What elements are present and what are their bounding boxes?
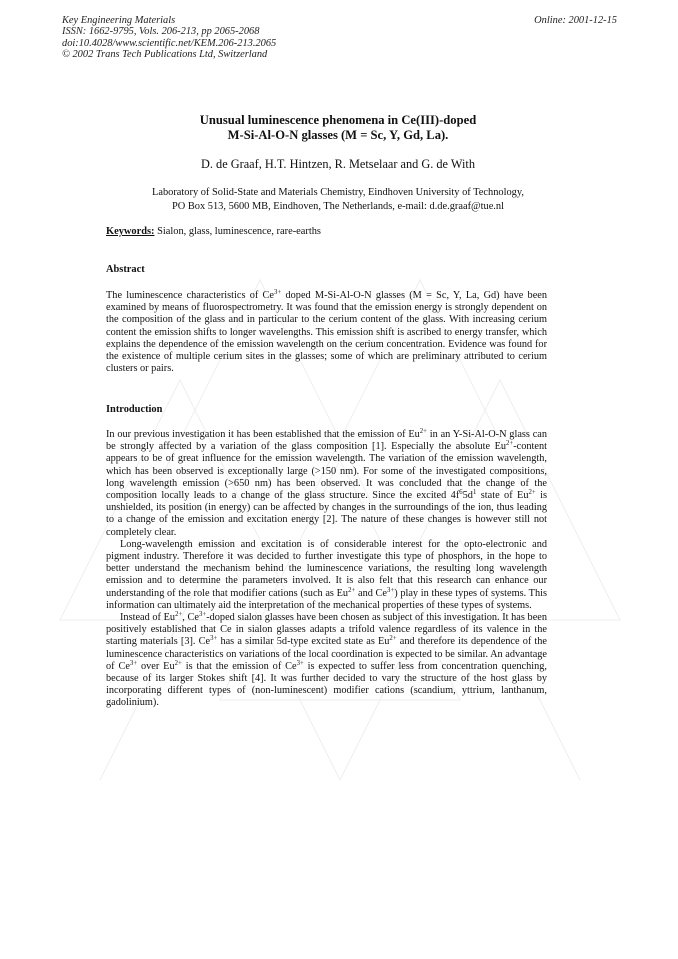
keywords-label: Keywords: [106, 226, 155, 237]
superscript: 2+ [389, 635, 397, 643]
title-line-1: Unusual luminescence phenomena in Ce(III)-doped [199, 113, 477, 127]
text-run: , Ce [182, 612, 199, 624]
text-run: in an Y-Si-Al-O-N glass can be strongly affected by a variation of the glass composition [1]. Especially the absolute Eu [106, 429, 547, 453]
journal-name: Key Engineering Materials [62, 15, 176, 26]
keywords-text: Sialon, glass, luminescence, rare-earths [154, 226, 321, 237]
text-run: Instead of Eu [120, 612, 176, 624]
superscript: 1 [472, 489, 477, 497]
abstract-paragraph [106, 290, 547, 375]
superscript: 3+ [210, 635, 218, 643]
superscript: 2+ [506, 440, 514, 448]
paper-title [120, 113, 556, 143]
superscript: 2+ [348, 586, 356, 594]
author-list: D. de Graaf, H.T. Hintzen, R. Metselaar and G. de With [201, 157, 475, 171]
text-run: is unshielded, its position (in energy) can be affected by changes in the surroundings of the ion, thus leading to a change of the emission and excitation energy [2]. The nature of these changes is however still not completely clear. [106, 490, 547, 538]
text-run: Long-wavelength emission and excitation is of considerable interest for the opto-electronic and pigment industry. Therefore it was decided to further investigate this type of phosphors, in the hope to better understand the mechanism behind the luminescence variations, the resulting long wavelength emission and to determine the parameters involved. It is also felt that this research can enhance our understanding of the role that modifier cations (such as Eu [106, 538, 547, 599]
superscript: 2+ [528, 489, 536, 497]
intro-paragraph-3 [106, 612, 547, 710]
copyright-line: © 2002 Trans Tech Publications Ltd, Switzerland [62, 49, 268, 61]
superscript: 3+ [387, 586, 395, 594]
text-run: and Ce [355, 587, 387, 599]
text-run: has a similar 5d-type excited state as Eu [217, 636, 390, 648]
introduction-heading: Introduction [106, 404, 163, 415]
keywords [106, 226, 321, 237]
text-run: is that the emission of Ce [181, 660, 297, 672]
text-run: The luminescence characteristics of Ce [106, 290, 274, 301]
text-run: ) play in these types of systems. This information can ultimately aid the interpretation of the mechanical properties of these types of systems. [106, 587, 547, 611]
affiliation-line-1: Laboratory of Solid-State and Materials Chemistry, Eindhoven University of Technology, [151, 187, 524, 198]
abstract-body [106, 290, 547, 375]
intro-paragraph-2 [106, 539, 547, 612]
affiliation [90, 186, 586, 213]
superscript: 6 [459, 489, 463, 497]
text-run: state of Eu [476, 490, 529, 502]
superscript: 2+ [419, 428, 428, 435]
title-line-2: M-Si-Al-O-N glasses (M = Sc, Y, Gd, La). [227, 128, 449, 142]
superscript: 2+ [175, 611, 183, 619]
text-run: -content appears to be of great influence for the emission wavelength. The variation of the emission wavelength, which has been observed is exceptionally large (>150 nm). For some of the investigated compositions, long wavelength emission (>650 nm) has been observed. It was concluded that the change of the composition locally leads to a change of the glass structure. Since the excited 4f [106, 441, 547, 502]
affiliation-line-2: PO Box 513, 5600 MB, Eindhoven, The Netherlands, e-mail: d.de.graaf@tue.nl [171, 200, 504, 212]
superscript: 3+ [198, 611, 207, 619]
issn-line: ISSN: 1662-9795, Vols. 206-213, pp 2065-2068 [62, 26, 260, 38]
superscript: 3+ [129, 659, 138, 667]
online-date: Online: 2001-12-15 [534, 15, 617, 26]
text-run: 5d [462, 490, 473, 502]
superscript: 3+ [296, 659, 304, 667]
text-run: is expected to suffer less from concentration quenching, because of its larger Stokes shift [4]. It was further decided to vary the structure of the host glass by incorporating different types of (non-luminescent) modifier cations (scandium, yttrium, lanthanum, gadolinium). [106, 660, 548, 709]
introduction-body [106, 429, 547, 710]
text-run: and therefore its dependence of the luminescence characteristics on variations of the local coordination is expected to be similar. An advantage of Ce [106, 636, 547, 672]
text-run: -doped sialon glasses have been chosen as subject of this investigation. It has been positively established that Ce in sialon glasses adapts a trifold valence regardless of its valence in the starting materials [3]. Ce [106, 612, 547, 648]
text-run: In our previous investigation it has been established that the emission of Eu [106, 429, 420, 440]
text-run: over Eu [137, 660, 175, 672]
intro-paragraph-1 [106, 429, 547, 539]
journal-header [62, 15, 617, 61]
superscript: 2+ [174, 659, 182, 667]
text-run: doped M-Si-Al-O-N glasses (M = Sc, Y, La, Gd) have been examined by means of fluorospectrometry. It was found that the emission energy is strongly dependent on the composition of the glass and in particular to the cerium content of the glass. With increasing cerium content the emission shifts to longer wavelengths. This emission shift is ascribed to energy transfer, which explains the dependence of the emission wavelength on the cerium concentration. Evidence was found for the existence of multiple cerium sites in the glasses; some of which are preliminary attributed to cerium clusters or pairs. [106, 290, 547, 375]
doi-line[interactable]: doi:10.4028/www.scientific.net/KEM.206-213.2065 [62, 37, 277, 49]
superscript: 3+ [274, 289, 282, 296]
abstract-heading: Abstract [106, 264, 145, 275]
